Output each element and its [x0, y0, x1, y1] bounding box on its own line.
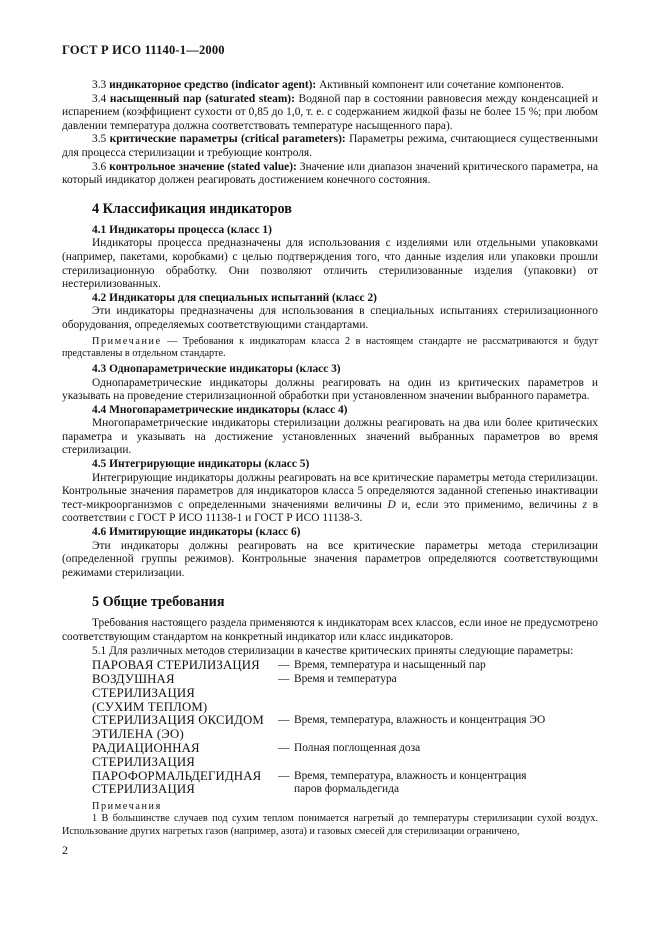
critical-parameters: Время, температура и насыщенный пар [294, 659, 486, 672]
sterilization-method: СТЕРИЛИЗАЦИЯ ОКСИДОМ [92, 713, 264, 728]
dash-separator [278, 701, 294, 715]
definition-text: Параметры режима, считающиеся существенными для процесса стерилизации и требующие контроля. [62, 133, 598, 159]
sterilization-method: ПАРОФОРМАЛЬДЕГИДНАЯ [92, 768, 262, 783]
parameter-row [62, 742, 598, 770]
definition-number: 3.4 [92, 92, 107, 105]
parameter-value-cell [278, 701, 598, 715]
section-4-3-heading: 4.3 Однопараметрические индикаторы (класс 3) [92, 362, 341, 375]
definitions-list [62, 79, 598, 188]
definition-item [62, 93, 598, 134]
note-label: Примечание [92, 335, 162, 347]
parameter-row [62, 659, 598, 673]
section-4-3-text: Однопараметрические индикаторы должны реагировать на один из критических параметров и указывать на проведение стерилизационной обработки при установленном значении выбранного параметра. [62, 376, 598, 403]
critical-parameters-table [62, 659, 598, 797]
page-content [62, 79, 598, 838]
parameter-value-cell [278, 783, 598, 797]
page-header: ГОСТ Р ИСО 11140-1—2000 [62, 43, 225, 57]
definition-text: Значение или диапазон значений критического параметра, на который индикатор должен реагировать достижением конечного состояния. [62, 160, 599, 187]
parameter-value-cell [278, 770, 598, 784]
parameter-row [62, 728, 598, 742]
section-4-2-text: Эти индикаторы предназначены для использования в специальных испытаниях стерилизационного оборудования, определяемых соответствующими стандартами. [62, 305, 598, 331]
section-4-1-heading: 4.1 Индикаторы процесса (класс 1) [92, 223, 272, 236]
section-4-6-heading: 4.6 Имитирующие индикаторы (класс 6) [92, 526, 301, 539]
definition-item [62, 133, 598, 160]
variable-d: D [387, 498, 396, 511]
definition-term: индикаторное средство (indicator agent): [109, 79, 317, 91]
definition-item [62, 161, 598, 188]
parameter-row [62, 673, 598, 701]
parameter-value-cell [278, 742, 598, 770]
variable-z: z [582, 498, 587, 511]
parameter-row [62, 714, 598, 728]
section-4-heading: 4 Классификация индикаторов [92, 200, 292, 217]
sterilization-method: РАДИАЦИОННАЯ СТЕРИЛИЗАЦИЯ [92, 740, 200, 769]
parameter-value-cell [278, 714, 598, 728]
section-4-2-heading: 4.2 Индикаторы для специальных испытаний (класс 2) [92, 291, 377, 304]
section-4-6-text: Эти индикаторы должны реагировать на все критические параметры метода стерилизации (определенной группы режимов). Контрольные значения параметров определяются соответствующими режимами стерилизации. [62, 539, 598, 579]
critical-parameters: Время, температура, влажность и концентрация [294, 769, 527, 782]
section-5-heading: 5 Общие требования [92, 594, 225, 611]
section-4-2-note [62, 336, 598, 360]
critical-parameters: Время, температура, влажность и концентрация ЭО [294, 714, 546, 727]
dash-separator: — [278, 672, 290, 685]
dash-separator: — [278, 659, 290, 672]
parameter-row [62, 701, 598, 715]
parameter-value-cell [278, 728, 598, 742]
definition-text: Активный компонент или сочетание компонентов. [319, 79, 564, 91]
section-4-4-text: Многопараметрические индикаторы стерилизации должны реагировать на два или более критических параметра и указывать на достижение установленных значений выбранных параметров во время стерилизации. [62, 417, 598, 457]
section-4-5-text: Интегрирующие индикаторы должны реагировать на все критические параметры метода стерилизации. Контрольные значения параметров для индикаторов класса 5 определяются заданной степенью инактивации тест-микроорганизмов с определенными значениями величины D и, если это применимо, величины z в соответствии с ГОСТ Р ИСО 11138-1 и ГОСТ Р ИСО 11138-3. [62, 471, 598, 525]
dash-separator: — [278, 769, 290, 782]
definition-term: насыщенный пар (saturated steam): [109, 92, 295, 105]
definition-number: 3.5 [92, 133, 107, 146]
note-1: 1 В большинстве случаев под сухим теплом понимается нагретый до температуры стерилизации сухой воздух. Использование других нагретых газов (например, азота) и газовых смесей для стерилизации ограничено, [62, 813, 598, 837]
page-number: 2 [62, 843, 68, 857]
parameter-value-cell [278, 659, 598, 673]
critical-parameters: Полная поглощенная доза [294, 741, 421, 754]
definition-term: критические параметры (critical parameters): [109, 133, 346, 146]
parameter-value-cell [278, 673, 598, 701]
parameter-row [62, 770, 598, 784]
definition-text: Водяной пар в состоянии равновесия между конденсацией и испарением (коэффициент сухости от 0,85 до 1,0, т. е. с содержанием жидкой фазы не более 15 %; при любом давлении температура должна соответствовать температуре насыщенного пара). [62, 92, 598, 132]
section-5-1-text: 5.1 Для различных методов стерилизации в качестве критических приняты следующие параметры: [92, 644, 574, 657]
definition-item [62, 79, 598, 93]
sterilization-method: (СУХИМ ТЕПЛОМ) [92, 699, 208, 714]
sterilization-method: ПАРОВАЯ СТЕРИЛИЗАЦИЯ [92, 658, 260, 673]
dash-separator: — [278, 714, 290, 727]
definition-number: 3.6 [92, 160, 107, 173]
sterilization-method: ВОЗДУШНАЯ СТЕРИЛИЗАЦИЯ [92, 671, 195, 700]
dash-separator: — [278, 741, 290, 754]
notes-label: Примечания [92, 801, 162, 813]
dash-separator [278, 783, 294, 797]
section-4-5-heading: 4.5 Интегрирующие индикаторы (класс 5) [92, 458, 310, 471]
parameter-row [62, 783, 598, 797]
critical-parameters: паров формальдегида [294, 783, 400, 796]
critical-parameters: Время и температура [294, 672, 397, 685]
section-5-intro: Требования настоящего раздела применяются к индикаторам всех классов, если иное не предусмотрено соответствующим стандартом на конкретный индикатор или класс индикаторов. [62, 617, 598, 643]
sterilization-method: СТЕРИЛИЗАЦИЯ [92, 782, 195, 797]
sterilization-method: ЭТИЛЕНА (ЭО) [92, 727, 184, 742]
dash-separator [278, 728, 294, 742]
definition-term: контрольное значение (stated value): [109, 160, 297, 173]
section-4-4-heading: 4.4 Многопараметрические индикаторы (класс 4) [92, 403, 348, 416]
note-text: — Требования к индикаторам класса 2 в настоящем стандарте не рассматриваются и будут представлены в отдельном стандарте. [62, 335, 599, 359]
definition-number: 3.3 [92, 79, 107, 91]
section-4-1-text: Индикаторы процесса предназначены для использования с изделиями или отдельными упаковками (например, пакетами, коробками) с целью подтверждения того, что данные изделия или упаковки прошли стерилизационную обработку. Они позволяют отличить стерилизованные изделия (упаковки) от нестерилизованных. [62, 237, 598, 291]
